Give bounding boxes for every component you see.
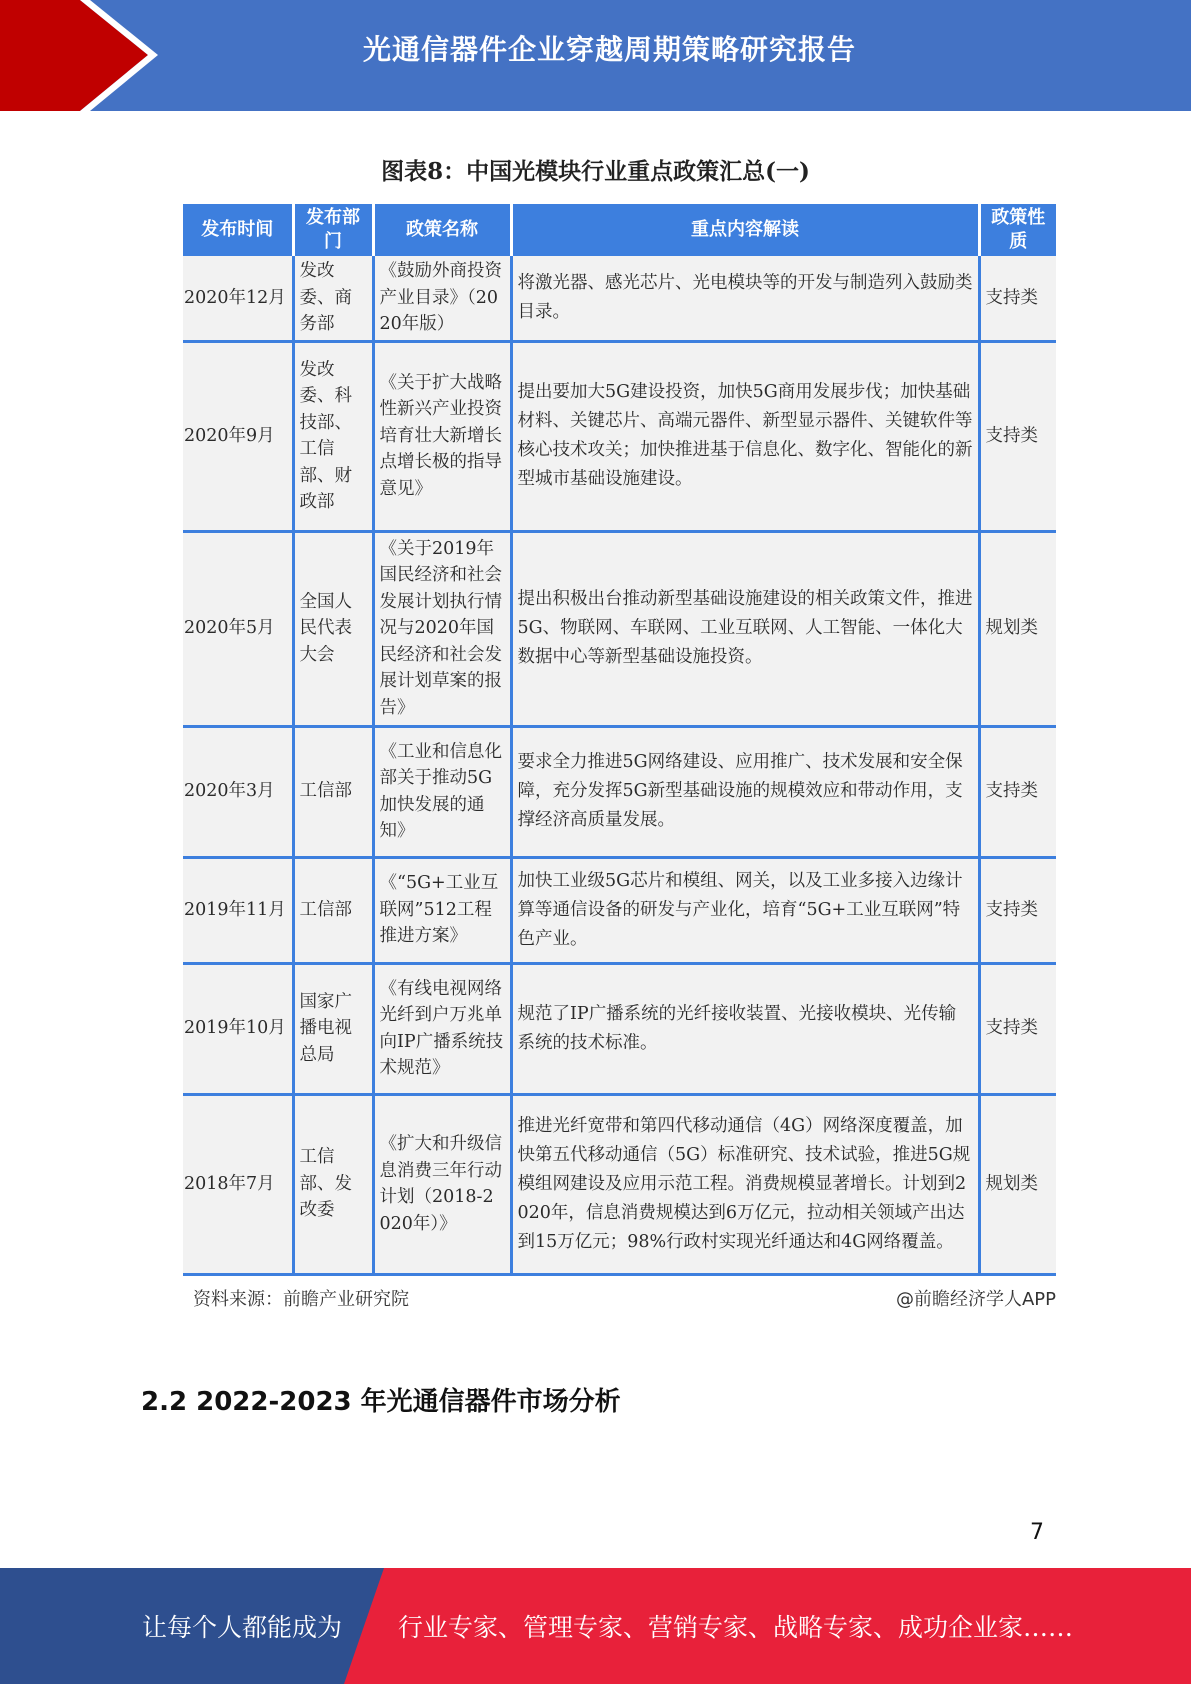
footer-slogan-left: 让每个人都能成为 xyxy=(142,1613,343,1642)
column-header-dept: 发布部门 xyxy=(293,204,373,256)
cell-content: 要求全力推进5G网络建设、应用推广、技术发展和安全保障，充分发挥5G新型基础设施的规模效应和带动作用，支撑经济高质量发展。 xyxy=(511,726,979,857)
column-header-date: 发布时间 xyxy=(183,204,293,256)
header-banner xyxy=(0,0,1191,111)
cell-type: 规划类 xyxy=(979,1094,1056,1274)
cell-date: 2020年3月 xyxy=(183,726,293,857)
source-credit: @前瞻经济学人APP xyxy=(895,1289,1056,1310)
cell-content: 提出积极出台推动新型基础设施建设的相关政策文件，推进5G、物联网、车联网、工业互联网、人工智能、一体化大数据中心等新型基础设施投资。 xyxy=(511,531,979,726)
policy-table xyxy=(183,204,1056,1276)
section-heading: 2.2 2022-2023 年光通信器件市场分析 xyxy=(141,1387,621,1417)
cell-name: 《鼓励外商投资产业目录》（2020年版） xyxy=(373,256,511,341)
cell-dept: 工信部、发改委 xyxy=(293,1094,373,1274)
cell-name: 《工业和信息化部关于推动5G加快发展的通知》 xyxy=(373,726,511,857)
table-header-row xyxy=(183,204,1056,256)
source-note: 资料来源：前瞻产业研究院 xyxy=(193,1289,409,1310)
figure-caption: 图表8：中国光模块行业重点政策汇总(一) xyxy=(381,158,810,185)
cell-dept: 国家广播电视总局 xyxy=(293,963,373,1094)
cell-type: 支持类 xyxy=(979,857,1056,963)
cell-type: 支持类 xyxy=(979,726,1056,857)
cell-content: 将激光器、感光芯片、光电模块等的开发与制造列入鼓励类目录。 xyxy=(511,256,979,341)
cell-type: 规划类 xyxy=(979,531,1056,726)
footer-slogan-right: 行业专家、管理专家、营销专家、战略专家、成功企业家…… xyxy=(398,1613,1074,1642)
table-row xyxy=(183,857,1056,963)
cell-content: 加快工业级5G芯片和模组、网关，以及工业多接入边缘计算等通信设备的研发与产业化，培育“5G+工业互联网”特色产业。 xyxy=(511,857,979,963)
cell-date: 2019年11月 xyxy=(183,857,293,963)
cell-dept: 工信部 xyxy=(293,857,373,963)
table-row xyxy=(183,963,1056,1094)
page-number: 7 xyxy=(1030,1520,1044,1545)
cell-date: 2020年5月 xyxy=(183,531,293,726)
cell-name: 《扩大和升级信息消费三年行动计划（2018-2020年）》 xyxy=(373,1094,511,1274)
cell-dept: 发改委、商务部 xyxy=(293,256,373,341)
cell-type: 支持类 xyxy=(979,963,1056,1094)
cell-dept: 工信部 xyxy=(293,726,373,857)
cell-dept: 全国人民代表大会 xyxy=(293,531,373,726)
cell-name: 《有线电视网络光纤到户万兆单向IP广播系统技术规范》 xyxy=(373,963,511,1094)
cell-name: 《关于2019年国民经济和社会发展计划执行情况与2020年国民经济和社会发展计划草案的报告》 xyxy=(373,531,511,726)
cell-name: 《“5G+工业互联网”512工程推进方案》 xyxy=(373,857,511,963)
table-row xyxy=(183,1094,1056,1274)
table-row xyxy=(183,341,1056,531)
table-row xyxy=(183,531,1056,726)
cell-content: 规范了IP广播系统的光纤接收装置、光接收模块、光传输系统的技术标准。 xyxy=(511,963,979,1094)
cell-date: 2020年9月 xyxy=(183,341,293,531)
cell-content: 提出要加大5G建设投资，加快5G商用发展步伐；加快基础材料、关键芯片、高端元器件、新型显示器件、关键软件等核心技术攻关；加快推进基于信息化、数字化、智能化的新型城市基础设施建设。 xyxy=(511,341,979,531)
column-header-name: 政策名称 xyxy=(373,204,511,256)
footer-banner xyxy=(0,1568,1191,1684)
table-row xyxy=(183,256,1056,341)
cell-type: 支持类 xyxy=(979,256,1056,341)
cell-dept: 发改委、科技部、工信部、财政部 xyxy=(293,341,373,531)
report-title: 光通信器件企业穿越周期策略研究报告 xyxy=(362,33,856,66)
cell-name: 《关于扩大战略性新兴产业投资培育壮大新增长点增长极的指导意见》 xyxy=(373,341,511,531)
table-row xyxy=(183,726,1056,857)
column-header-type: 政策性质 xyxy=(979,204,1056,256)
cell-date: 2018年7月 xyxy=(183,1094,293,1274)
cell-date: 2020年12月 xyxy=(183,256,293,341)
column-header-content: 重点内容解读 xyxy=(511,204,979,256)
cell-date: 2019年10月 xyxy=(183,963,293,1094)
cell-type: 支持类 xyxy=(979,341,1056,531)
cell-content: 推进光纤宽带和第四代移动通信（4G）网络深度覆盖，加快第五代移动通信（5G）标准研究、技术试验，推进5G规模组网建设及应用示范工程。消费规模显著增长。计划到2020年，信息消费规模达到6万亿元，拉动相关领域产出达到15万亿元；98%行政村实现光纤通达和4G网络覆盖。 xyxy=(511,1094,979,1274)
